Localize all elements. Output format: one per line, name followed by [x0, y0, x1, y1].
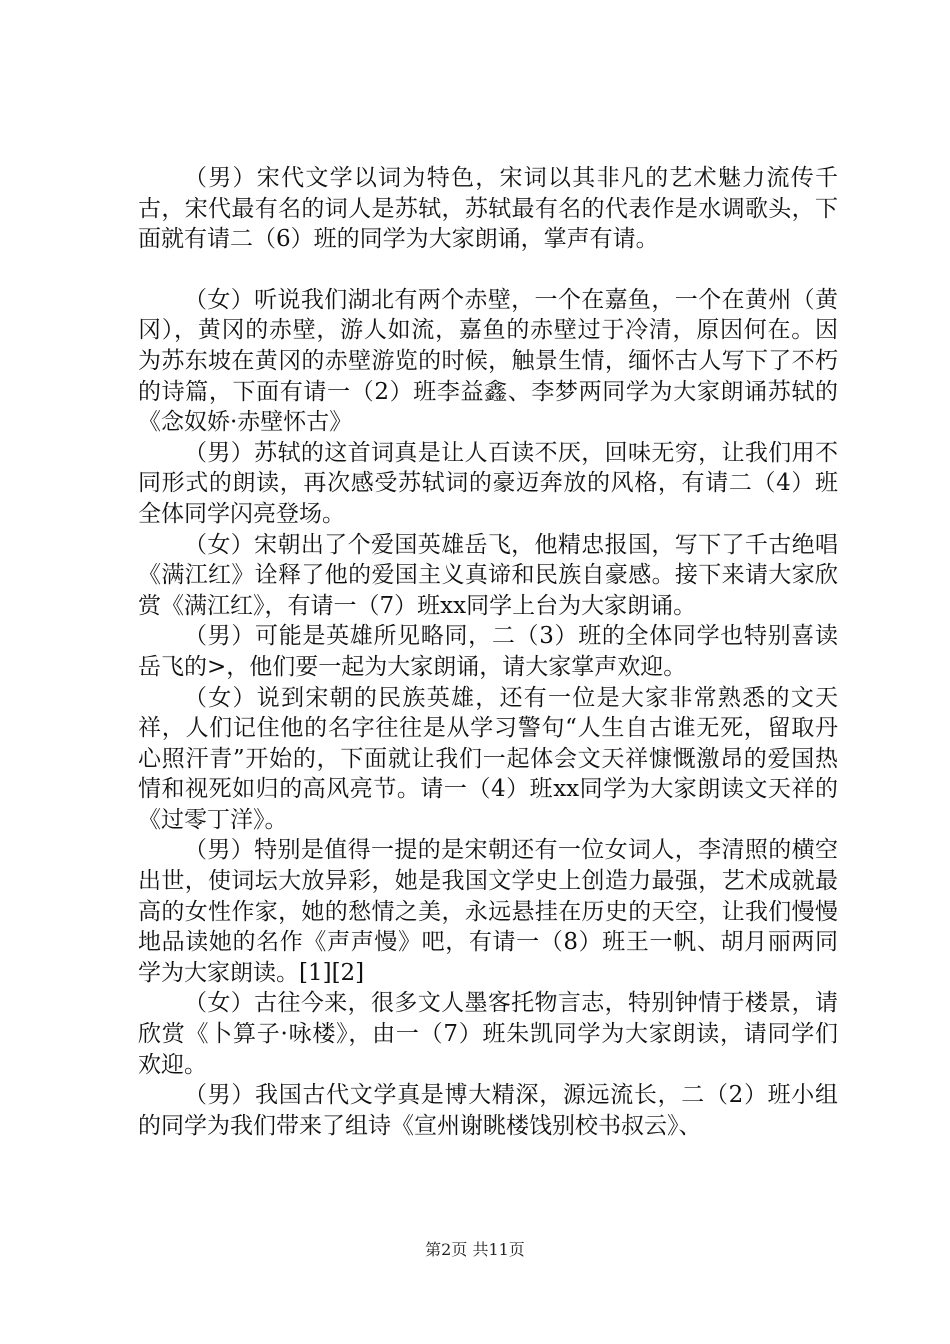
- paragraph-3: （男）苏轼的这首词真是让人百读不厌，回味无穷，让我们用不同形式的朗读，再次感受苏轼词的豪迈奔放的风格，有请二（4）班全体同学闪亮登场。: [138, 439, 838, 527]
- paragraph-4: （女）宋朝出了个爱国英雄岳飞，他精忠报国，写下了千古绝唱《满江红》诠释了他的爱国主义真谛和民族自豪感。接下来请大家欣赏《满江红》，有请一（7）班xx同学上台为大家朗诵。: [138, 531, 838, 619]
- paragraph-8: （女）古往今来，很多文人墨客托物言志，特别钟情于楼景，请欣赏《卜算子·咏楼》，由一（7）班朱凯同学为大家朗读，请同学们欢迎。: [138, 990, 838, 1078]
- paragraph-7: （男）特别是值得一提的是宋朝还有一位女词人，李清照的横空出世，使词坛大放异彩，她是我国文学史上创造力最强，艺术成就最高的女性作家，她的愁情之美，永远悬挂在历史的天空，让我们慢慢地品读她的名作《声声慢》吧，有请一（8）班王一帆、胡月丽两同学为大家朗读。[1][2]: [138, 837, 838, 986]
- paragraph-5: （男）可能是英雄所见略同，二（3）班的全体同学也特别喜读岳飞的>，他们要一起为大家朗诵，请大家掌声欢迎。: [138, 623, 838, 680]
- paragraph-6: （女）说到宋朝的民族英雄，还有一位是大家非常熟悉的文天祥，人们记住他的名字往往是从学习警句“人生自古谁无死，留取丹心照汗青”开始的，下面就让我们一起体会文天祥慷慨激昂的爱国热情和视死如归的高风亮节。请一（4）班xx同学为大家朗读文天祥的《过零丁洋》。: [138, 684, 838, 833]
- paragraph-2: （女）听说我们湖北有两个赤壁，一个在嘉鱼，一个在黄州（黄冈），黄冈的赤壁，游人如流，嘉鱼的赤壁过于冷清，原因何在。因为苏东坡在黄冈的赤壁游览的时候，触景生情，缅怀古人写下了不朽的诗篇，下面有请一（2）班李益鑫、李梦两同学为大家朗诵苏轼的《念奴娇·赤壁怀古》: [138, 286, 838, 436]
- page-footer: 第2页 共11页: [425, 1240, 525, 1259]
- paragraph-9: （男）我国古代文学真是博大精深，源远流长，二（2）班小组的同学为我们带来了组诗《宣州谢眺楼饯别校书叔云》、: [138, 1082, 838, 1139]
- paragraph-1: （男）宋代文学以词为特色，宋词以其非凡的艺术魅力流传千古，宋代最有名的词人是苏轼，苏轼最有名的代表作是水调歌头，下面就有请二（6）班的同学为大家朗诵，掌声有请。: [138, 165, 838, 253]
- document-body: [138, 163, 838, 1141]
